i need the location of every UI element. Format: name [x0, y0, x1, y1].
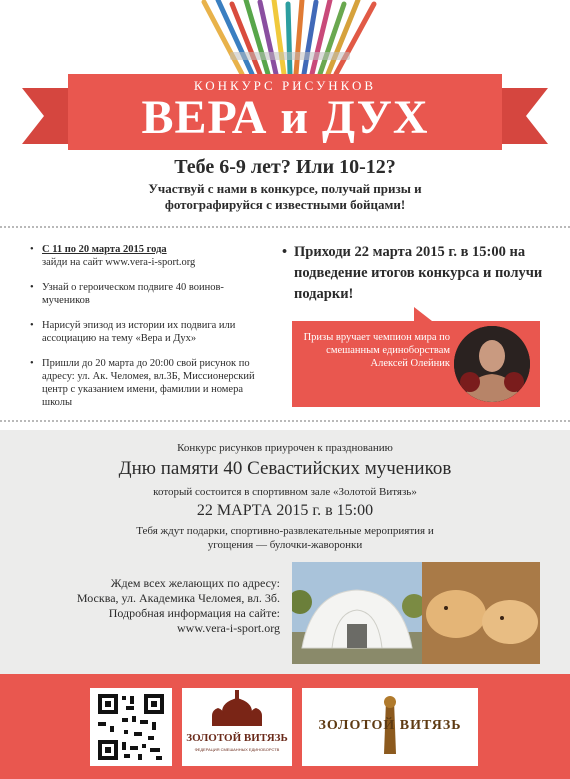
qr-code[interactable]: [90, 688, 172, 766]
age-question: Тебе 6-9 лет? Или 10-12?: [174, 156, 396, 178]
sports-hall-photo: [292, 562, 422, 664]
logo-zv-subtitle: ФЕДЕРАЦИЯ СМЕШАННЫХ ЕДИНОБОРСТВ: [194, 747, 280, 752]
paint-brushes-image: [190, 0, 390, 80]
logo-zv2-title: ЗОЛОТОЙ ВИТЯЗЬ: [318, 718, 462, 733]
zolotoy-vityaz-federation-logo[interactable]: [182, 688, 292, 766]
list-item: [30, 357, 270, 409]
come-bullet: •: [282, 244, 288, 260]
step-text: Узнай о героическом подвиге 40 воинов-мучеников: [42, 282, 224, 306]
address-line-2: Москва, ул. Академика Челомея, вл. 3б.: [76, 591, 280, 605]
step-text: Нарисуй эпизод из истории их подвига или ассоциацию на тему «Вера и Дух»: [42, 320, 236, 344]
list-item: [30, 243, 270, 269]
come-text: Приходи 22 марта 2015 г. в 15:00 на подведение итогов конкурса и получи подарки!: [294, 244, 543, 302]
zolotoy-vityaz-hall-logo[interactable]: [302, 688, 478, 766]
larks-buns-photo: [422, 562, 540, 664]
address-block: [20, 576, 280, 636]
prize-text: Призы вручает чемпион мира по смешанным единоборствам Алексей Олейник: [303, 332, 450, 369]
church-emblem-icon: [182, 688, 292, 766]
step-text: зайди на сайт www.vera-i-sport.org: [42, 257, 196, 268]
website-text: www.vera-i-sport.org: [177, 621, 280, 635]
event-venue: который состоится в спортивном зале «Золотой Витязь»: [153, 486, 417, 498]
address-line-3: Подробная информация на сайте:: [108, 606, 280, 620]
banner-kicker: КОНКУРС РИСУНКОВ: [193, 78, 377, 93]
come-callout: [282, 242, 544, 305]
logo-zv-title: ЗОЛОТОЙ ВИТЯЗЬ: [186, 732, 288, 744]
steps-list: [30, 243, 270, 421]
banner-title: ВЕРА и ДУХ: [141, 91, 429, 144]
address-line-1: Ждем всех желающих по адресу:: [110, 576, 280, 590]
champion-photo: [454, 326, 530, 402]
prize-box: [292, 321, 540, 407]
dotted-divider-top: [0, 226, 570, 228]
intro-subtitle: Участвуй с нами в конкурсе, получай призы и фотографируйся с известными бойцами!: [148, 181, 422, 212]
step-date: С 11 по 20 марта 2015 года: [42, 244, 167, 255]
list-item: [30, 319, 270, 345]
event-date: 22 МАРТА 2015 г. в 15:00: [196, 502, 374, 519]
dotted-divider-bottom: [0, 420, 570, 422]
event-headline: Дню памяти 40 Севастийских мучеников: [118, 458, 452, 479]
event-line-1: Конкурс рисунков приурочен к празднованию: [177, 442, 393, 454]
title-banner: [22, 74, 548, 150]
event-details: Тебя ждут подарки, спортивно-развлекательные мероприятия и угощения — булочки-жаворонки: [136, 525, 434, 551]
list-item: [30, 281, 270, 307]
step-text: Пришли до 20 марта до 20:00 свой рисунок по адресу: ул. Ак. Челомея, вл.3Б, Миссионерский центр с указанием имени, фамилии и номера школы: [42, 358, 255, 408]
